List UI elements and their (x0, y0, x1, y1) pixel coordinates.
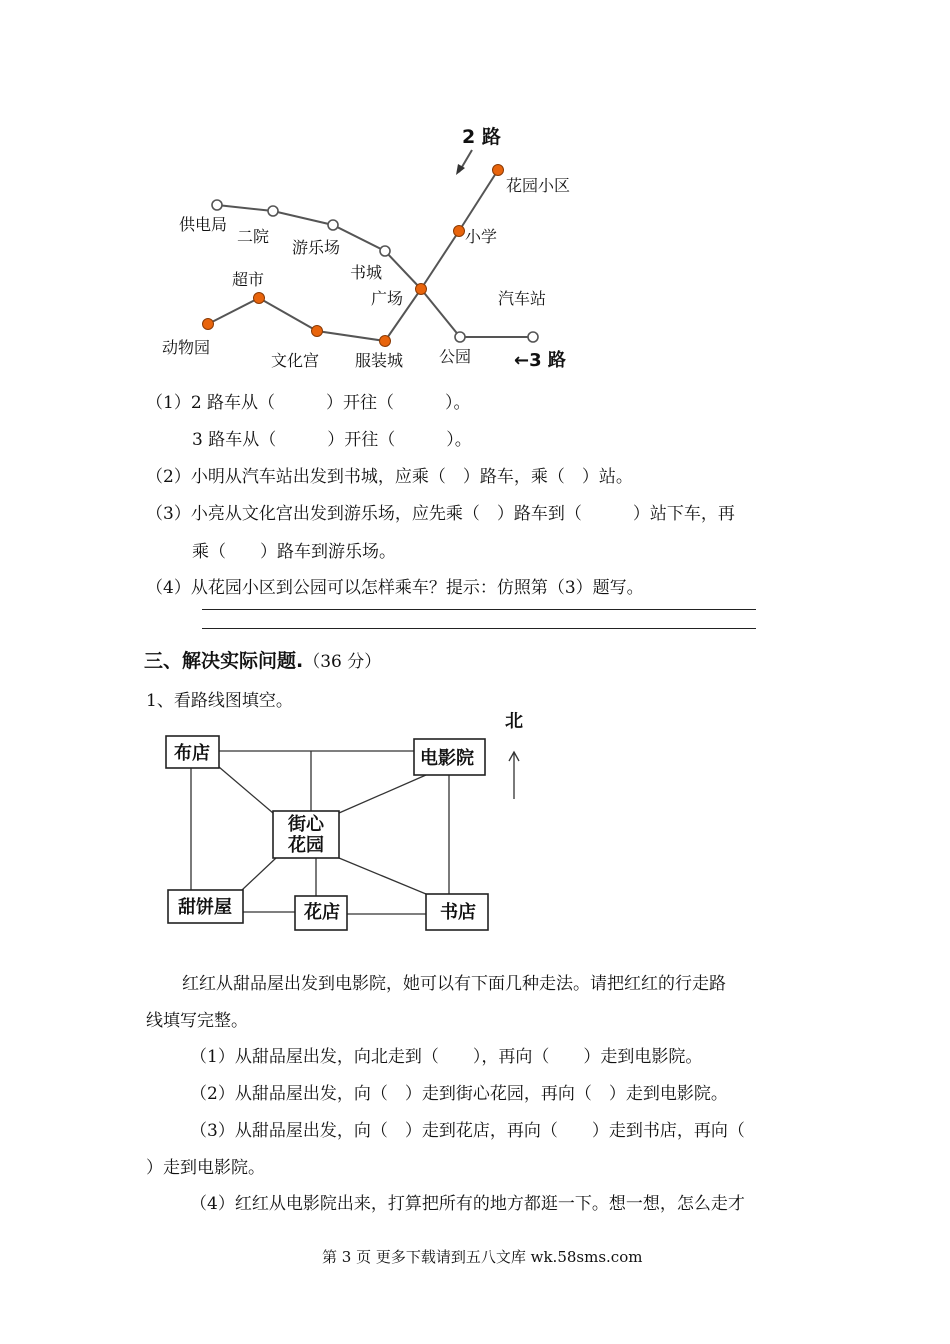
label-huayuan-xiaoqu: 花园小区 (506, 176, 571, 195)
stop-huayuan-xiaoqu (493, 165, 504, 176)
road-jiexin-shudian (339, 858, 426, 894)
answer-line-1 (202, 609, 756, 610)
label-dongwuyuan: 动物园 (162, 338, 211, 357)
stop-fuzhuangcheng (380, 336, 391, 347)
stop-wenhuagong (312, 326, 323, 337)
label-wenhuagong: 文化宫 (271, 351, 320, 370)
label-budian: 布店 (174, 743, 210, 764)
stop-gongdianju (212, 200, 222, 210)
label-gongyuan: 公园 (439, 347, 472, 366)
route-2-label: 2 路 (462, 126, 501, 148)
label-xiaoxue: 小学 (465, 227, 498, 246)
section-3-title: 三、解决实际问题. (144, 650, 304, 672)
question-2: （2）小明从汽车站出发到书城，应乘（ ）路车，乘（ ）站。 (146, 467, 633, 487)
paragraph-q3a: （3）从甜品屋出发，向（ ）走到花店，再向（ ）走到书店，再向（ (190, 1121, 745, 1141)
subquestion-1: 1、看路线图填空。 (146, 691, 293, 711)
section-3-heading (144, 646, 381, 673)
question-3b: 乘（ ）路车到游乐场。 (192, 542, 396, 562)
paragraph-q1: （1）从甜品屋出发，向北走到（ ），再向（ ）走到电影院。 (190, 1047, 703, 1067)
label-jiexin-line1: 街心 (288, 814, 324, 835)
label-dianyingyuan: 电影院 (420, 748, 474, 769)
road-jiexin-tianbingwu (242, 858, 276, 890)
route-2-line (208, 170, 498, 341)
label-youlechang: 游乐场 (292, 238, 341, 257)
label-qichezhan: 汽车站 (498, 289, 547, 308)
stop-chaoshi (254, 293, 265, 304)
label-shudian: 书店 (440, 902, 476, 923)
bus-route-map (0, 0, 950, 380)
paragraph-q4: （4）红红从电影院出来，打算把所有的地方都逛一下。想一想，怎么走才 (190, 1194, 745, 1214)
stop-xiaoxue (454, 226, 465, 237)
question-1b: 3 路车从（ ）开往（ ）。 (192, 430, 472, 450)
label-shucheng: 书城 (350, 263, 383, 282)
route-3-label: ←3 路 (514, 350, 566, 371)
paragraph-line2: 线填写完整。 (146, 1011, 248, 1031)
stop-youlechang (328, 220, 338, 230)
north-label: 北 (505, 711, 523, 732)
label-chaoshi: 超市 (232, 270, 265, 289)
block-map (0, 700, 950, 940)
answer-line-2 (202, 628, 756, 629)
label-fuzhuangcheng: 服装城 (355, 351, 404, 370)
stop-gongyuan (455, 332, 465, 342)
section-3-points: （36 分） (303, 652, 382, 672)
page-footer: 第 3 页 更多下载请到五八文库 wk.58sms.com (322, 1248, 643, 1266)
label-gongdianju: 供电局 (179, 215, 228, 234)
question-4: （4）从花园小区到公园可以怎样乘车？提示：仿照第（3）题写。 (146, 578, 644, 598)
question-3a: （3）小亮从文化宫出发到游乐场，应先乘（ ）路车到（ ）站下车，再 (146, 504, 735, 524)
paragraph-q3b: ）走到电影院。 (146, 1158, 265, 1178)
stop-dongwuyuan (203, 319, 214, 330)
road-dianyingyuan-jiexin (339, 775, 426, 813)
paragraph-line1: 红红从甜品屋出发到电影院，她可以有下面几种走法。请把红红的行走路 (182, 974, 726, 994)
label-eryuan: 二院 (237, 227, 270, 246)
label-tianbingwu: 甜饼屋 (178, 897, 232, 918)
label-jiexin-line2: 花园 (288, 835, 324, 856)
road-budian-jiexin (219, 767, 273, 813)
stop-eryuan (268, 206, 278, 216)
label-guangchang: 广场 (371, 289, 404, 308)
stop-qichezhan (528, 332, 538, 342)
stop-guangchang (416, 284, 427, 295)
stop-shucheng (380, 246, 390, 256)
label-huadian: 花店 (304, 902, 340, 923)
question-1a: （1）2 路车从（ ）开往（ ）。 (146, 393, 471, 413)
paragraph-q2: （2）从甜品屋出发，向（ ）走到街心花园，再向（ ）走到电影院。 (190, 1084, 728, 1104)
